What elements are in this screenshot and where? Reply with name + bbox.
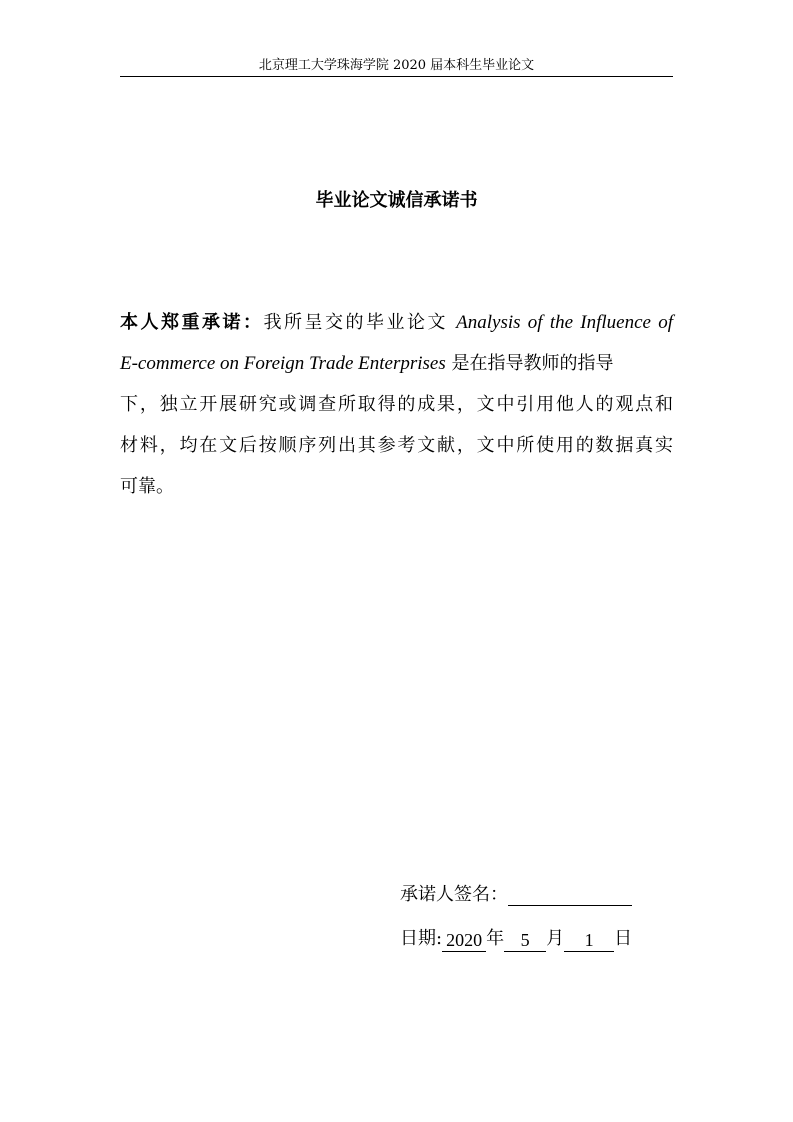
thesis-title-part-1: Analysis of the Influence of [456,312,673,333]
page-header [120,56,673,77]
page-header-text: 北京理工大学珠海学院 2020 届本科生毕业论文 [258,58,535,73]
pledge-line-3: 下，独立开展研究或调查所取得的成果，文中引用他人的观点和 [120,394,673,415]
document-title: 毕业论文诚信承诺书 [315,190,478,211]
pledge-line-2-rest: 是在指导教师的指导 [451,353,614,374]
pledge-body [120,302,673,507]
date-day-unit: 日 [614,928,633,949]
pledge-lead: 本人郑重承诺： [120,312,264,333]
date-year-value: 2020 [442,930,486,952]
date-label: 日期: [400,928,443,949]
pledge-line-5: 可靠。 [120,476,174,497]
signature-row [400,882,632,908]
pledge-line-2 [120,343,673,384]
date-year-unit: 年 [486,928,505,949]
signature-blank-line [508,885,632,906]
pledge-line-4: 材料，均在文后按顺序列出其参考文献，文中所使用的数据真实 [120,435,673,456]
signature-label: 承诺人签名： [400,884,508,905]
date-row [400,926,632,952]
pledge-line-1 [120,302,673,343]
thesis-title-part-2: E-commerce on Foreign Trade Enterprises [120,353,446,374]
date-month-value: 5 [504,930,546,952]
date-day-value: 1 [564,930,614,952]
date-month-unit: 月 [546,928,565,949]
pledge-intro: 我所呈交的毕业论文 [263,312,448,333]
